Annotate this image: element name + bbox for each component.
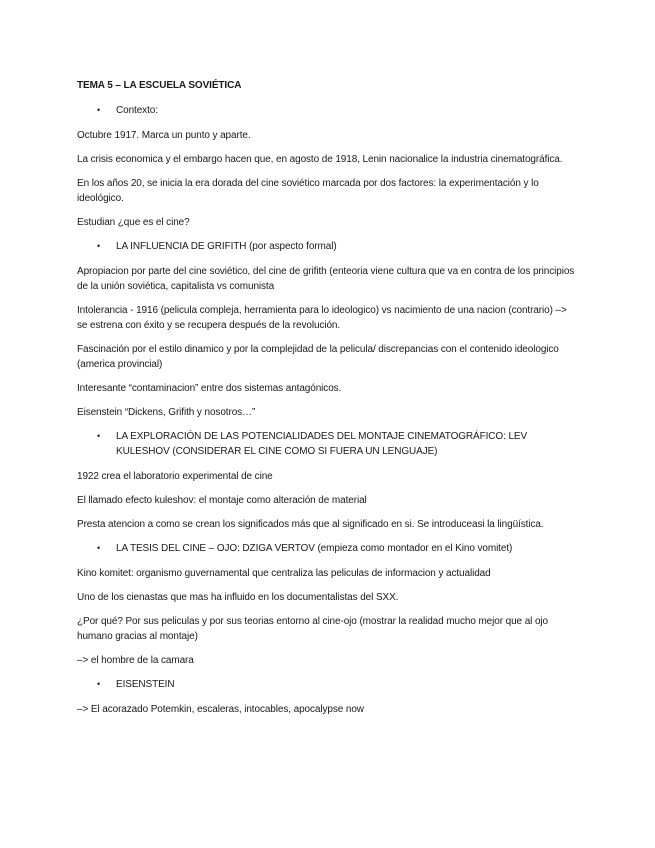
paragraph: La crisis economica y el embargo hacen que, en agosto de 1918, Lenin nacionalice la industria cinematográfica.: [77, 154, 563, 165]
bullet-text: LA EXPLORACIÓN DE LAS POTENCIALIDADES DEL MONTAJE CINEMATOGRÁFICO: LEV KULESHOV (CONSIDERAR EL CINE COMO SI FUERA UN LENGUAJE): [116, 431, 528, 457]
paragraph: En los años 20, se inicia la era dorada del cine soviético marcada por dos factores: la experimentación y lo ideológico.: [77, 178, 539, 204]
paragraph: Presta atencion a como se crean los significados más que al significado en si. Se introduceasi la lingüística.: [77, 519, 544, 530]
paragraph: Kino komitet: organismo guvernamental que centraliza las peliculas de informacion y actualidad: [77, 568, 491, 579]
bullet-text: EISENSTEIN: [116, 679, 175, 690]
bullet-item: [77, 103, 577, 118]
paragraph: El llamado efecto kuleshov: el montaje como alteración de material: [77, 495, 367, 506]
paragraph: Octubre 1917. Marca un punto y aparte.: [77, 130, 251, 141]
bullet-item: [77, 541, 577, 556]
bullet-text: Contexto:: [116, 105, 158, 116]
bullet-dot-icon: •: [97, 241, 101, 251]
bullet-text: LA INFLUENCIA DE GRIFITH (por aspecto formal): [116, 241, 337, 252]
document-body: [77, 78, 577, 726]
bullet-dot-icon: •: [97, 543, 101, 553]
paragraph: Interesante “contaminacion” entre dos sistemas antagónicos.: [77, 383, 342, 394]
paragraph: Fascinación por el estilo dinamico y por la complejidad de la pelicula/ discrepancias con el contenido ideologico (america provincial): [77, 344, 559, 370]
paragraph: –> el hombre de la camara: [77, 655, 194, 666]
paragraph: Intolerancia - 1916 (pelicula compleja, herramienta para lo ideologico) vs nacimiento de una nacion (contrario) –> se estrena con éxito y se recupera después de la revolución.: [77, 305, 567, 331]
paragraph: Apropiacion por parte del cine soviético, del cine de grifith (enteoria viene cultura que va en contra de los principios de la unión soviética, capitalista vs comunista: [77, 266, 575, 292]
paragraph: Eisenstein “Dickens, Grifith y nosotros…”: [77, 407, 256, 418]
document-title: TEMA 5 – LA ESCUELA SOVIÉTICA: [77, 80, 242, 91]
bullet-item: [77, 429, 577, 459]
bullet-item: [77, 239, 577, 254]
bullet-item: [77, 677, 577, 692]
paragraph: Uno de los cienastas que mas ha influido en los documentalistas del SXX.: [77, 592, 399, 603]
paragraph: Estudian ¿que es el cine?: [77, 217, 190, 228]
bullet-text: LA TESIS DEL CINE – OJO: DZIGA VERTOV (empieza como montador en el Kino vomitet): [116, 543, 513, 554]
bullet-dot-icon: •: [97, 431, 101, 441]
paragraph: ¿Por qué? Por sus peliculas y por sus teorias entorno al cine-ojo (mostrar la realidad mucho mejor que al ojo humano gracias al montaje): [77, 616, 549, 642]
paragraph: 1922 crea el laboratorio experimental de cine: [77, 471, 273, 482]
bullet-dot-icon: •: [97, 679, 101, 689]
paragraph: –> El acorazado Potemkin, escaleras, intocables, apocalypse now: [77, 704, 364, 715]
bullet-dot-icon: •: [97, 105, 101, 115]
